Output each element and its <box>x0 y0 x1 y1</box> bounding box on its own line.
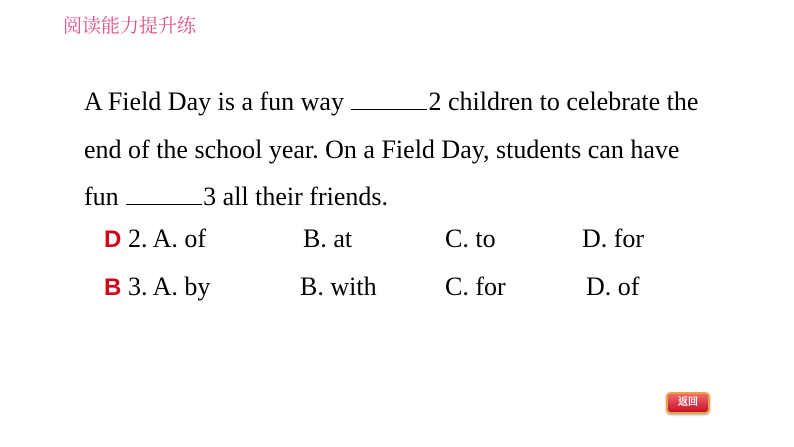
question-row-3 <box>0 272 794 308</box>
passage-text: fun <box>84 182 126 211</box>
passage-line-2: end of the school year. On a Field Day, students can have <box>84 134 680 164</box>
blank-2 <box>351 87 427 110</box>
passage-text: A Field Day is a fun way <box>84 87 351 116</box>
option-a: 2. A. of <box>128 224 206 253</box>
option-d: D. for <box>582 224 645 253</box>
option-d: D. of <box>586 272 640 301</box>
option-c: C. for <box>445 272 506 301</box>
question-row-2 <box>0 224 794 260</box>
option-b: B. with <box>300 272 377 301</box>
passage-text: 3 all their friends. <box>203 182 389 211</box>
blank-3 <box>126 182 202 205</box>
option-b: B. at <box>303 224 353 253</box>
answer-label: B <box>104 274 122 301</box>
passage-line-3 <box>84 173 744 221</box>
passage-line-1 <box>84 78 744 126</box>
section-title: 阅读能力提升练 <box>63 15 197 37</box>
reading-passage <box>84 78 744 221</box>
passage-text: 2 children to celebrate the <box>428 87 699 116</box>
back-button[interactable]: 返回 <box>666 392 710 414</box>
answer-label: D <box>104 226 122 253</box>
option-a: 3. A. by <box>128 272 211 301</box>
option-c: C. to <box>445 224 496 253</box>
